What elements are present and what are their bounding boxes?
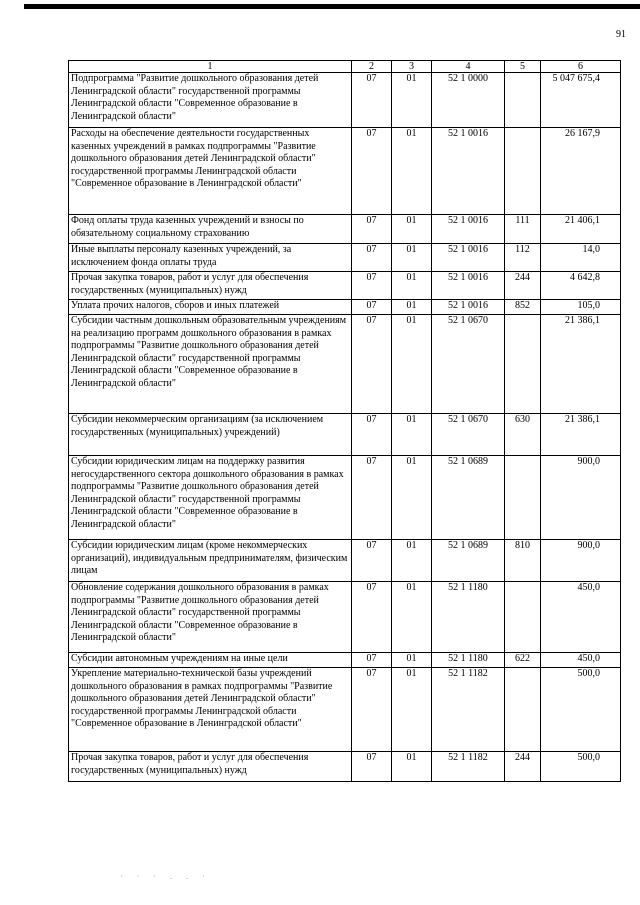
- cell-amount: 5 047 675,4: [541, 73, 621, 128]
- cell-amount: 450,0: [541, 653, 621, 668]
- cell-target-code: 52 1 0670: [432, 315, 505, 414]
- row-name: Подпрограмма "Развитие дошкольного образования детей Ленинградской области" государственной программы Ленинградской области "Современное образование в Ленинградской области": [69, 73, 352, 128]
- table-row: [69, 300, 621, 315]
- cell-section: 07: [352, 128, 392, 215]
- cell-section: 07: [352, 456, 392, 540]
- column-header: 1: [69, 61, 352, 73]
- cell-section: 07: [352, 315, 392, 414]
- table-row: [69, 244, 621, 272]
- cell-expense-type: [505, 128, 541, 215]
- row-name: Уплата прочих налогов, сборов и иных платежей: [69, 300, 352, 315]
- cell-target-code: 52 1 0689: [432, 456, 505, 540]
- table-row: [69, 456, 621, 540]
- cell-amount: 26 167,9: [541, 128, 621, 215]
- cell-subsection: 01: [392, 752, 432, 782]
- cell-subsection: 01: [392, 244, 432, 272]
- row-name: Субсидии юридическим лицам на поддержку развития негосударственного сектора дошкольного образования в рамках подпрограммы "Развитие дошкольного образования детей Ленинградской области" государственной программы Ленинградской области "Современное образование в Ленинградской области": [69, 456, 352, 540]
- cell-subsection: 01: [392, 215, 432, 244]
- cell-expense-type: 244: [505, 272, 541, 300]
- cell-section: 07: [352, 582, 392, 653]
- column-header: 3: [392, 61, 432, 73]
- cell-subsection: 01: [392, 540, 432, 582]
- table-row: [69, 215, 621, 244]
- cell-amount: 105,0: [541, 300, 621, 315]
- column-header: 4: [432, 61, 505, 73]
- table-row: [69, 668, 621, 752]
- cell-amount: 21 406,1: [541, 215, 621, 244]
- row-name: Иные выплаты персоналу казенных учреждений, за исключением фонда оплаты труда: [69, 244, 352, 272]
- cell-subsection: 01: [392, 668, 432, 752]
- table-row: [69, 272, 621, 300]
- cell-amount: 500,0: [541, 668, 621, 752]
- column-header: 2: [352, 61, 392, 73]
- cell-amount: 900,0: [541, 456, 621, 540]
- cell-expense-type: [505, 73, 541, 128]
- column-header: 5: [505, 61, 541, 73]
- cell-expense-type: 810: [505, 540, 541, 582]
- cell-subsection: 01: [392, 300, 432, 315]
- cell-expense-type: 630: [505, 414, 541, 456]
- cell-section: 07: [352, 668, 392, 752]
- cell-subsection: 01: [392, 128, 432, 215]
- row-name: Субсидии частным дошкольным образовательным учреждениям на реализацию программ дошкольного образования в рамках подпрограммы "Развитие дошкольного образования детей Ленинградской области" государственной программы Ленинградской области "Современное образование в Ленинградской области": [69, 315, 352, 414]
- cell-section: 07: [352, 73, 392, 128]
- table-row: [69, 752, 621, 782]
- cell-section: 07: [352, 300, 392, 315]
- cell-amount: 500,0: [541, 752, 621, 782]
- cell-target-code: 52 1 0689: [432, 540, 505, 582]
- cell-amount: 4 642,8: [541, 272, 621, 300]
- cell-section: 07: [352, 540, 392, 582]
- cell-target-code: 52 1 0016: [432, 272, 505, 300]
- cell-target-code: 52 1 1182: [432, 668, 505, 752]
- cell-expense-type: [505, 456, 541, 540]
- cell-subsection: 01: [392, 315, 432, 414]
- row-name: Укрепление материально-технической базы учреждений дошкольного образования в рамках подпрограммы "Развитие дошкольного образования детей Ленинградской области" государственной программы Ленинградской области "Современное образование в Ленинградской области": [69, 668, 352, 752]
- budget-table: [68, 60, 621, 782]
- scan-specks: · · · . . ·: [120, 872, 211, 881]
- cell-section: 07: [352, 272, 392, 300]
- table-row: [69, 414, 621, 456]
- cell-target-code: 52 1 0670: [432, 414, 505, 456]
- cell-expense-type: [505, 668, 541, 752]
- cell-section: 07: [352, 414, 392, 456]
- top-scan-rule: [24, 4, 640, 9]
- column-header: 6: [541, 61, 621, 73]
- cell-expense-type: 112: [505, 244, 541, 272]
- row-name: Обновление содержания дошкольного образования в рамках подпрограммы "Развитие дошкольного образования детей Ленинградской области" государственной программы Ленинградской области "Современное образование в Ленинградской области": [69, 582, 352, 653]
- row-name: Субсидии автономным учреждениям на иные цели: [69, 653, 352, 668]
- cell-target-code: 52 1 0016: [432, 300, 505, 315]
- cell-amount: 450,0: [541, 582, 621, 653]
- cell-subsection: 01: [392, 272, 432, 300]
- table-header-row: [69, 61, 621, 73]
- cell-target-code: 52 1 1182: [432, 752, 505, 782]
- table-row: [69, 73, 621, 128]
- cell-expense-type: [505, 582, 541, 653]
- cell-expense-type: 111: [505, 215, 541, 244]
- cell-amount: 14,0: [541, 244, 621, 272]
- cell-target-code: 52 1 1180: [432, 653, 505, 668]
- cell-target-code: 52 1 0016: [432, 128, 505, 215]
- cell-section: 07: [352, 752, 392, 782]
- cell-target-code: 52 1 1180: [432, 582, 505, 653]
- cell-expense-type: [505, 315, 541, 414]
- cell-subsection: 01: [392, 456, 432, 540]
- cell-target-code: 52 1 0016: [432, 244, 505, 272]
- row-name: Фонд оплаты труда казенных учреждений и взносы по обязательному социальному страхованию: [69, 215, 352, 244]
- row-name: Субсидии некоммерческим организациям (за исключением государственных (муниципальных) учреждений): [69, 414, 352, 456]
- cell-expense-type: 244: [505, 752, 541, 782]
- row-name: Субсидии юридическим лицам (кроме некоммерческих организаций), индивидуальным предпринимателям, физическим лицам: [69, 540, 352, 582]
- cell-subsection: 01: [392, 582, 432, 653]
- row-name: Прочая закупка товаров, работ и услуг для обеспечения государственных (муниципальных) нужд: [69, 752, 352, 782]
- table-row: [69, 315, 621, 414]
- cell-section: 07: [352, 215, 392, 244]
- row-name: Прочая закупка товаров, работ и услуг для обеспечения государственных (муниципальных) нужд: [69, 272, 352, 300]
- table-row: [69, 128, 621, 215]
- page-number: 91: [616, 29, 626, 40]
- row-name: Расходы на обеспечение деятельности государственных казенных учреждений в рамках подпрограммы "Развитие дошкольного образования детей Ленинградской области" государственной программы Ленинградской области "Современное образование в Ленинградской области": [69, 128, 352, 215]
- cell-target-code: 52 1 0000: [432, 73, 505, 128]
- table-row: [69, 582, 621, 653]
- cell-section: 07: [352, 244, 392, 272]
- table-row: [69, 653, 621, 668]
- cell-expense-type: 852: [505, 300, 541, 315]
- cell-subsection: 01: [392, 73, 432, 128]
- cell-subsection: 01: [392, 414, 432, 456]
- cell-expense-type: 622: [505, 653, 541, 668]
- table-row: [69, 540, 621, 582]
- cell-amount: 21 386,1: [541, 414, 621, 456]
- cell-amount: 21 386,1: [541, 315, 621, 414]
- cell-target-code: 52 1 0016: [432, 215, 505, 244]
- cell-amount: 900,0: [541, 540, 621, 582]
- cell-subsection: 01: [392, 653, 432, 668]
- cell-section: 07: [352, 653, 392, 668]
